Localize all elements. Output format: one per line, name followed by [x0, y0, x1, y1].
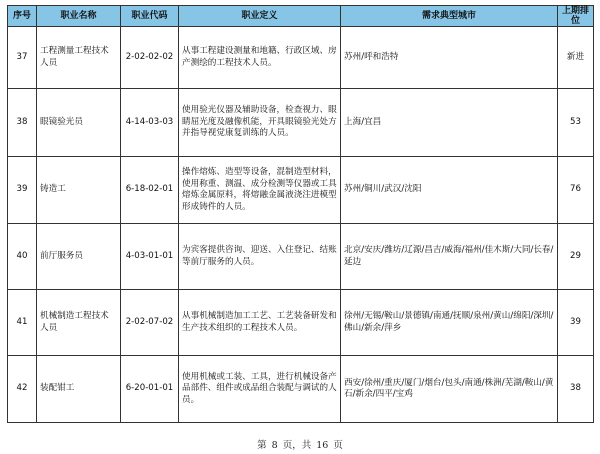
cell-occupation-code: 2-02-02-02 [121, 27, 179, 89]
cell-index: 42 [8, 356, 37, 423]
cell-occupation-code: 2-02-07-02 [121, 290, 179, 356]
cell-index: 38 [8, 89, 37, 157]
table-row [8, 224, 594, 290]
cell-typical-cities: 苏州/呼和浩特 [341, 27, 558, 89]
cell-typical-cities: 西安/徐州/重庆/厦门/烟台/包头/南通/株洲/芜湖/鞍山/黄石/新余/四平/宝鸡 [341, 356, 558, 423]
cell-occupation-definition: 从事工程建设测量和地籍、行政区域、房产测绘的工程技术人员。 [179, 27, 341, 89]
footer-total-pages: 16 [316, 440, 329, 451]
cell-typical-cities: 上海/宜昌 [341, 89, 558, 157]
page-footer [0, 437, 600, 451]
cell-typical-cities: 徐州/无锡/鞍山/景德镇/南通/抚顺/泉州/黄山/绵阳/深圳/佛山/新余/萍乡 [341, 290, 558, 356]
cell-previous-rank: 76 [558, 157, 594, 224]
cell-typical-cities: 北京/安庆/潍坊/辽源/昌吉/威海/福州/佳木斯/大同/长春/延边 [341, 224, 558, 290]
cell-occupation-code: 4-14-03-03 [121, 89, 179, 157]
cell-index: 37 [8, 27, 37, 89]
cell-occupation-code: 4-03-01-01 [121, 224, 179, 290]
footer-ye-gong: 页，共 [282, 440, 312, 451]
cell-occupation-definition: 操作熔炼、造型等设备，混制造型材料，使用称重、测温、成分检测等仪器或工具熔炼金属原料，将熔融金属液浇注进模型形成铸件的人员。 [179, 157, 341, 224]
cell-occupation-definition: 为宾客提供咨询、迎送、入住登记、结账等前厅服务的人员。 [179, 224, 341, 290]
table-header-row [8, 6, 594, 27]
table-row [8, 157, 594, 224]
header-index: 序号 [8, 6, 37, 27]
cell-previous-rank: 29 [558, 224, 594, 290]
header-previous-rank: 上期排位 [558, 6, 594, 27]
cell-occupation-name: 铸造工 [37, 157, 121, 224]
table-row [8, 290, 594, 356]
cell-occupation-code: 6-18-02-01 [121, 157, 179, 224]
cell-occupation-name: 工程测量工程技术人员 [37, 27, 121, 89]
table-row [8, 89, 594, 157]
cell-occupation-code: 6-20-01-01 [121, 356, 179, 423]
cell-occupation-name: 机械制造工程技术人员 [37, 290, 121, 356]
cell-occupation-definition: 使用验光仪器及辅助设备，检查视力、眼睛屈光度及融像机能，开具眼镜验光处方并指导视觉康复训练的人员。 [179, 89, 341, 157]
cell-occupation-name: 眼镜验光员 [37, 89, 121, 157]
occupation-table [7, 5, 594, 423]
table-row [8, 27, 594, 89]
cell-previous-rank: 53 [558, 89, 594, 157]
cell-index: 41 [8, 290, 37, 356]
table-row [8, 356, 594, 423]
cell-occupation-definition: 使用机械或工装、工具，进行机械设备产品部件、组件或成品组合装配与调试的人员。 [179, 356, 341, 423]
footer-page-number: 8 [271, 440, 278, 451]
cell-occupation-definition: 从事机械制造加工工艺、工艺装备研发和生产技术组织的工程技术人员。 [179, 290, 341, 356]
cell-typical-cities: 苏州/铜川/武汉/沈阳 [341, 157, 558, 224]
cell-previous-rank: 38 [558, 356, 594, 423]
header-occupation-name: 职业名称 [37, 6, 121, 27]
footer-di: 第 [257, 440, 267, 451]
header-occupation-definition: 职业定义 [179, 6, 341, 27]
header-typical-cities: 需求典型城市 [341, 6, 558, 27]
cell-index: 40 [8, 224, 37, 290]
cell-previous-rank: 新进 [558, 27, 594, 89]
cell-occupation-name: 前厅服务员 [37, 224, 121, 290]
cell-occupation-name: 装配钳工 [37, 356, 121, 423]
cell-previous-rank: 39 [558, 290, 594, 356]
header-occupation-code: 职业代码 [121, 6, 179, 27]
footer-ye: 页 [333, 440, 343, 451]
cell-index: 39 [8, 157, 37, 224]
